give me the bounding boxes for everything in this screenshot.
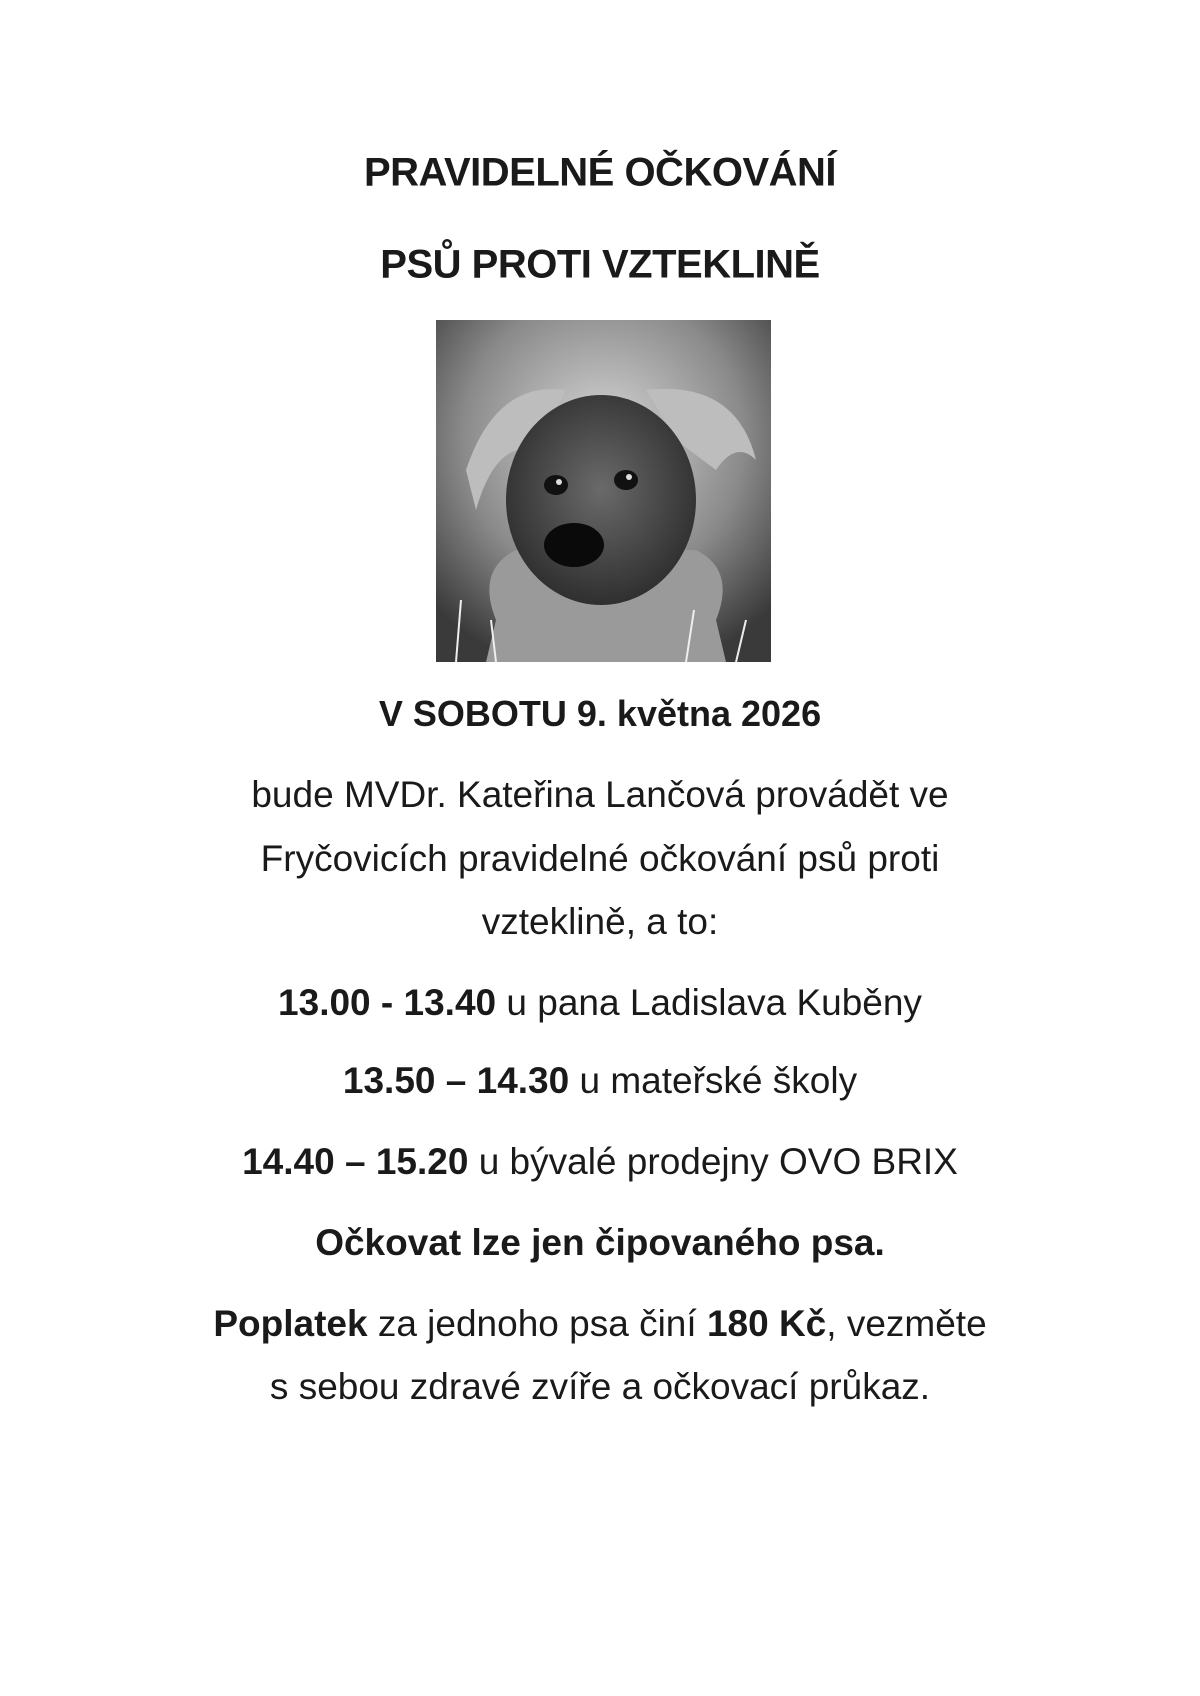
schedule-place: u bývalé prodejny OVO BRIX [468, 1141, 958, 1182]
schedule-time: 13.00 - 13.40 [278, 982, 497, 1023]
chip-notice: Očkovat lze jen čipovaného psa. [315, 1222, 885, 1263]
schedule-row [0, 1141, 1200, 1183]
schedule-row [0, 982, 1200, 1024]
schedule-time: 14.40 – 15.20 [242, 1141, 469, 1182]
intro-line-1: bude MVDr. Kateřina Lančová provádět ve [251, 774, 949, 815]
intro-line-2: Fryčovicích pravidelné očkování psů proti [260, 838, 940, 879]
date-line: V SOBOTU 9. května 2026 [378, 693, 822, 734]
fee-text: , vezměte [826, 1303, 987, 1344]
schedule-place: u mateřské školy [569, 1060, 858, 1101]
fee-label: Poplatek [213, 1303, 368, 1344]
puppy-photo [436, 320, 771, 662]
title-line-2: PSŮ PROTI VZTEKLINĚ [380, 242, 820, 287]
title-line-1: PRAVIDELNÉ OČKOVÁNÍ [363, 150, 837, 195]
fee-text: za jednoho psa činí [367, 1303, 707, 1344]
fee-line-1 [0, 1303, 1200, 1345]
fee-line-2: s sebou zdravé zvíře a očkovací průkaz. [269, 1366, 931, 1407]
schedule-time: 13.50 – 14.30 [342, 1060, 570, 1101]
fee-amount: 180 Kč [706, 1303, 827, 1344]
schedule-place: u pana Ladislava Kuběny [496, 982, 922, 1023]
schedule-row [0, 1060, 1200, 1102]
intro-line-3: vzteklině, a to: [481, 901, 719, 942]
